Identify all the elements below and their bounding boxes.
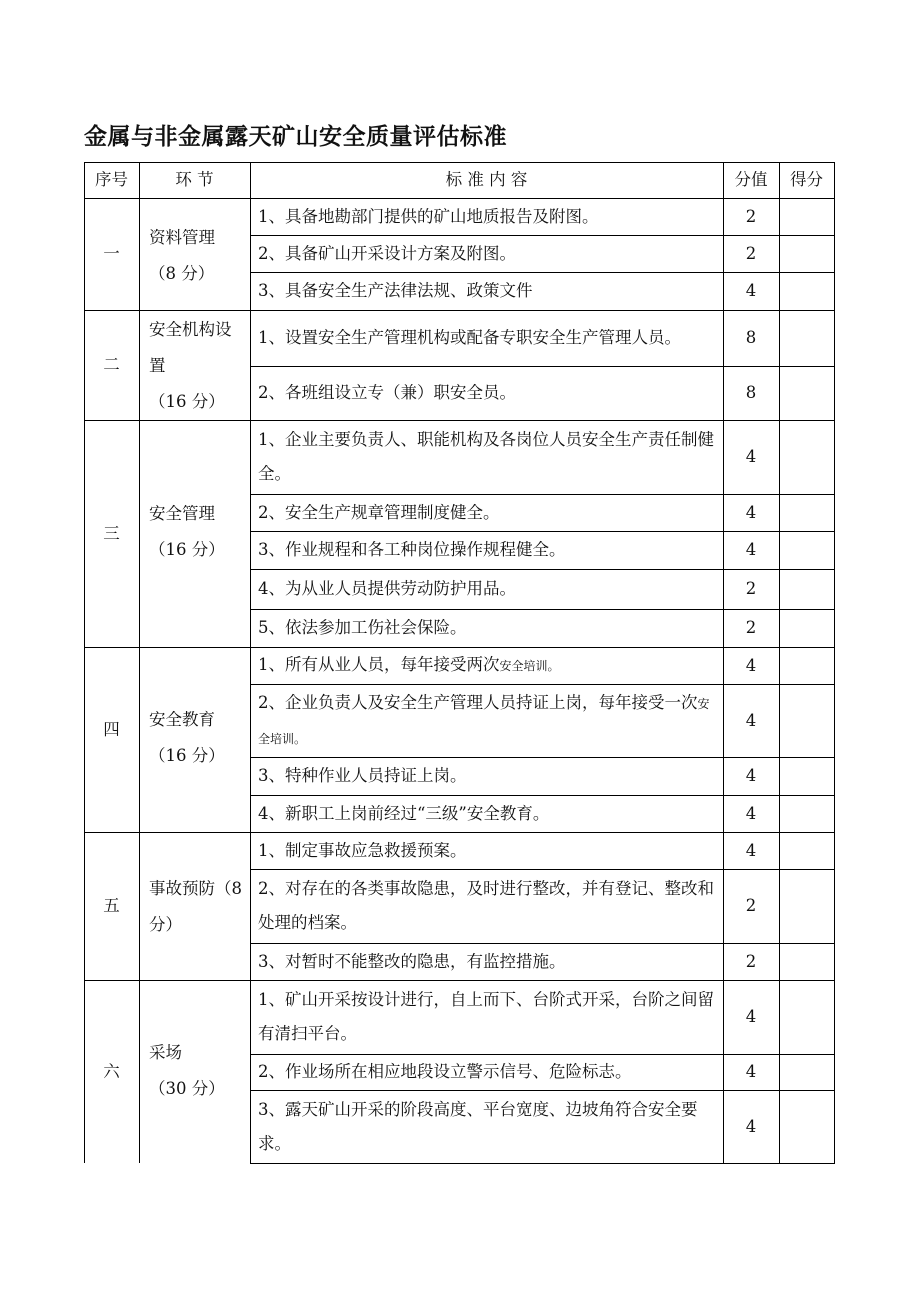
earned-score-cell bbox=[779, 272, 834, 310]
table-rule-vertical bbox=[250, 980, 251, 1163]
standard-item bbox=[250, 795, 723, 832]
score-value: 4 bbox=[745, 710, 757, 730]
row-seq: 六 bbox=[103, 1061, 120, 1081]
earned-score-cell bbox=[779, 569, 834, 609]
standard-text: 5、依法参加工伤社会保险。 bbox=[258, 618, 467, 637]
table-rule-vertical bbox=[139, 420, 140, 647]
table-rule-vertical bbox=[723, 980, 724, 1163]
section-name-line: 安全管理 bbox=[149, 504, 215, 523]
score-value: 2 bbox=[745, 206, 757, 226]
table-rule-vertical bbox=[723, 162, 724, 198]
earned-score-cell bbox=[779, 310, 834, 366]
table-rule-vertical bbox=[779, 832, 780, 980]
earned-score-cell bbox=[779, 1090, 834, 1163]
standard-item bbox=[250, 1054, 723, 1090]
standard-item bbox=[250, 832, 723, 869]
section-name-line: 安全教育 bbox=[149, 710, 215, 729]
table-rule-vertical bbox=[779, 647, 780, 832]
earned-score-cell bbox=[779, 757, 834, 795]
table-rule-vertical bbox=[834, 420, 835, 647]
standard-item-text bbox=[258, 797, 549, 831]
table-rule-vertical bbox=[779, 198, 780, 310]
table-rule-vertical bbox=[779, 162, 780, 198]
standard-text: 1、矿山开采按设计进行，自上而下、台阶式开采，台阶之间留有清扫平台。 bbox=[258, 990, 714, 1043]
standard-text: 3、对暂时不能整改的隐患，有监控措施。 bbox=[258, 951, 566, 971]
section-name bbox=[139, 702, 250, 812]
score-value: 2 bbox=[745, 951, 757, 971]
section-name-line: 采场 bbox=[149, 1043, 182, 1062]
standard-item-text bbox=[258, 237, 516, 271]
table-rule-vertical bbox=[779, 980, 780, 1163]
score-value: 4 bbox=[745, 803, 757, 823]
standard-item-text bbox=[258, 648, 560, 683]
table-rule-vertical bbox=[250, 832, 251, 980]
standard-item-text bbox=[258, 983, 719, 1051]
table-rule-vertical bbox=[834, 310, 835, 420]
table-rule-vertical bbox=[834, 162, 835, 198]
score-value: 4 bbox=[745, 1062, 757, 1081]
standard-text: 2、各班组设立专（兼）职安全员。 bbox=[258, 383, 516, 402]
standard-item bbox=[250, 235, 723, 272]
header-section: 环 节 bbox=[175, 170, 214, 189]
score-value: 2 bbox=[745, 243, 757, 263]
table-rule-vertical bbox=[250, 310, 251, 420]
table-rule-vertical bbox=[250, 162, 251, 198]
earned-score-cell bbox=[779, 531, 834, 569]
standard-text: 1、制定事故应急救援预案。 bbox=[258, 840, 467, 860]
earned-score-cell bbox=[779, 869, 834, 943]
standard-text: 1、设置安全生产管理机构或配备专职安全生产管理人员。 bbox=[258, 328, 681, 347]
standard-text: 2、企业负责人及安全生产管理人员持证上岗，每年接受一次 bbox=[258, 692, 698, 712]
table-rule-vertical bbox=[84, 832, 85, 980]
section-name-line: （30 分） bbox=[149, 1079, 225, 1098]
standard-item-text bbox=[258, 274, 533, 308]
standard-text: 3、具备安全生产法律法规、政策文件 bbox=[258, 281, 533, 300]
table-rule-vertical bbox=[834, 980, 835, 1163]
standard-item-text bbox=[258, 572, 516, 606]
standard-text: 2、具备矿山开采设计方案及附图。 bbox=[258, 243, 516, 263]
table-rule-vertical bbox=[723, 198, 724, 310]
header-score: 分值 bbox=[734, 170, 768, 189]
table-rule-horizontal bbox=[250, 1163, 835, 1164]
standard-item-text bbox=[258, 945, 566, 979]
standard-item-text bbox=[258, 423, 719, 491]
section-name-line: （8 分） bbox=[149, 264, 215, 283]
section-name bbox=[139, 871, 250, 981]
earned-score-cell bbox=[779, 494, 834, 531]
score-value: 4 bbox=[745, 1007, 757, 1026]
table-rule-vertical bbox=[139, 310, 140, 420]
table-rule-vertical bbox=[84, 198, 85, 310]
table-rule-vertical bbox=[723, 647, 724, 832]
standard-item bbox=[250, 980, 723, 1054]
section-name-line: 置 bbox=[149, 356, 166, 375]
standard-item-text bbox=[258, 200, 599, 234]
table-rule-vertical bbox=[834, 647, 835, 832]
page-title: 金属与非金属露天矿山安全质量评估标准 bbox=[84, 124, 507, 150]
standard-item bbox=[250, 494, 723, 531]
earned-score-cell bbox=[779, 609, 834, 647]
table-rule-vertical bbox=[250, 420, 251, 647]
standard-item bbox=[250, 366, 723, 420]
standard-item bbox=[250, 531, 723, 569]
table-rule-vertical bbox=[84, 162, 85, 198]
score-value: 4 bbox=[745, 540, 757, 559]
row-seq: 三 bbox=[103, 523, 120, 543]
section-name-line: 安全机构设 bbox=[149, 320, 232, 339]
table-rule-vertical bbox=[84, 310, 85, 420]
row-seq: 四 bbox=[103, 719, 120, 739]
table-rule-vertical bbox=[139, 980, 140, 1163]
standard-item-text bbox=[258, 1093, 719, 1161]
earned-score-cell bbox=[779, 420, 834, 494]
score-value: 2 bbox=[745, 896, 757, 915]
standard-item bbox=[250, 1090, 723, 1163]
earned-score-cell bbox=[779, 366, 834, 420]
standard-text: 4、为从业人员提供劳动防护用品。 bbox=[258, 579, 516, 598]
earned-score-cell bbox=[779, 235, 834, 272]
standard-item bbox=[250, 757, 723, 795]
standard-text: 1、具备地勘部门提供的矿山地质报告及附图。 bbox=[258, 206, 599, 226]
standard-item bbox=[250, 647, 723, 684]
standard-item-text bbox=[258, 1055, 632, 1089]
table-rule-vertical bbox=[723, 310, 724, 420]
standard-text: 4、新职工上岗前经过“三级”安全教育。 bbox=[258, 803, 550, 823]
standard-text: 1、所有从业人员，每年接受两次 bbox=[258, 655, 500, 674]
score-value: 4 bbox=[745, 840, 757, 860]
score-value: 4 bbox=[745, 1116, 757, 1136]
section-name-line: （16 分） bbox=[149, 392, 225, 411]
standard-text: 3、特种作业人员持证上岗。 bbox=[258, 766, 467, 785]
earned-score-cell bbox=[779, 198, 834, 235]
standard-item-text bbox=[258, 321, 681, 355]
standard-item-text bbox=[258, 872, 719, 940]
score-value: 8 bbox=[745, 383, 757, 402]
table-rule-vertical bbox=[250, 647, 251, 832]
table-rule-vertical bbox=[139, 647, 140, 832]
standard-item bbox=[250, 869, 723, 943]
score-value: 4 bbox=[745, 447, 757, 466]
table-rule-vertical bbox=[723, 420, 724, 647]
header-seq: 序号 bbox=[95, 170, 128, 189]
earned-score-cell bbox=[779, 980, 834, 1054]
score-value: 4 bbox=[745, 281, 757, 300]
score-value: 4 bbox=[745, 655, 757, 675]
standard-item-text bbox=[258, 611, 467, 645]
table-rule-vertical bbox=[779, 420, 780, 647]
earned-score-cell bbox=[779, 943, 834, 980]
earned-score-cell bbox=[779, 795, 834, 832]
table-rule-vertical bbox=[139, 198, 140, 310]
standard-text: 1、企业主要负责人、职能机构及各岗位人员安全生产责任制健全。 bbox=[258, 430, 714, 483]
header-content: 标 准 内 容 bbox=[445, 170, 528, 189]
score-value: 4 bbox=[745, 502, 757, 522]
standard-item bbox=[250, 272, 723, 310]
standard-item-text bbox=[258, 376, 516, 410]
standard-item-text bbox=[258, 834, 467, 868]
table-rule-vertical bbox=[84, 420, 85, 647]
table-rule-vertical bbox=[834, 198, 835, 310]
score-value: 2 bbox=[745, 579, 757, 598]
earned-score-cell bbox=[779, 832, 834, 869]
standard-text: 2、作业场所在相应地段设立警示信号、危险标志。 bbox=[258, 1062, 632, 1081]
standard-item-text bbox=[258, 496, 500, 530]
standard-item-text bbox=[258, 533, 566, 567]
row-seq: 二 bbox=[103, 355, 120, 374]
standard-text: 3、作业规程和各工种岗位操作规程健全。 bbox=[258, 540, 566, 559]
standard-text-small: 安全培训。 bbox=[499, 659, 560, 673]
standard-text: 3、露天矿山开采的阶段高度、平台宽度、边坡角符合安全要求。 bbox=[258, 1099, 698, 1153]
score-value: 8 bbox=[745, 328, 757, 347]
table-rule-vertical bbox=[723, 832, 724, 980]
header-earned: 得分 bbox=[790, 170, 823, 189]
section-name-line: 事故预防（8 bbox=[149, 879, 242, 898]
section-name bbox=[139, 1035, 250, 1145]
section-name bbox=[139, 312, 250, 422]
standard-item bbox=[250, 198, 723, 235]
standard-item bbox=[250, 943, 723, 980]
score-value: 2 bbox=[745, 618, 757, 637]
earned-score-cell bbox=[779, 1054, 834, 1090]
score-value: 4 bbox=[745, 766, 757, 785]
section-name-line: （16 分） bbox=[149, 540, 225, 559]
standard-item bbox=[250, 569, 723, 609]
table-rule-vertical bbox=[139, 832, 140, 980]
earned-score-cell bbox=[779, 647, 834, 684]
standard-item-text bbox=[258, 759, 467, 793]
table-rule-vertical bbox=[250, 198, 251, 310]
table-rule-vertical bbox=[139, 162, 140, 198]
standard-item bbox=[250, 609, 723, 647]
row-seq: 五 bbox=[103, 896, 120, 915]
section-name bbox=[139, 496, 250, 606]
section-name-line: （16 分） bbox=[149, 746, 225, 765]
section-name-line: 分） bbox=[149, 915, 182, 934]
standard-text-small: 安全培训。 bbox=[258, 696, 710, 746]
standard-item bbox=[250, 310, 723, 366]
standard-item-text bbox=[258, 686, 719, 756]
table-rule-vertical bbox=[84, 980, 85, 1163]
table-rule-vertical bbox=[84, 647, 85, 832]
table-rule-vertical bbox=[779, 310, 780, 420]
row-seq: 一 bbox=[103, 244, 120, 263]
earned-score-cell bbox=[779, 684, 834, 757]
standard-item bbox=[250, 684, 723, 757]
standard-text: 2、对存在的各类事故隐患，及时进行整改，并有登记、整改和处理的档案。 bbox=[258, 879, 714, 932]
standard-item bbox=[250, 420, 723, 494]
table-rule-vertical bbox=[834, 832, 835, 980]
standard-text: 2、安全生产规章管理制度健全。 bbox=[258, 502, 500, 522]
section-name-line: 资料管理 bbox=[149, 228, 215, 247]
